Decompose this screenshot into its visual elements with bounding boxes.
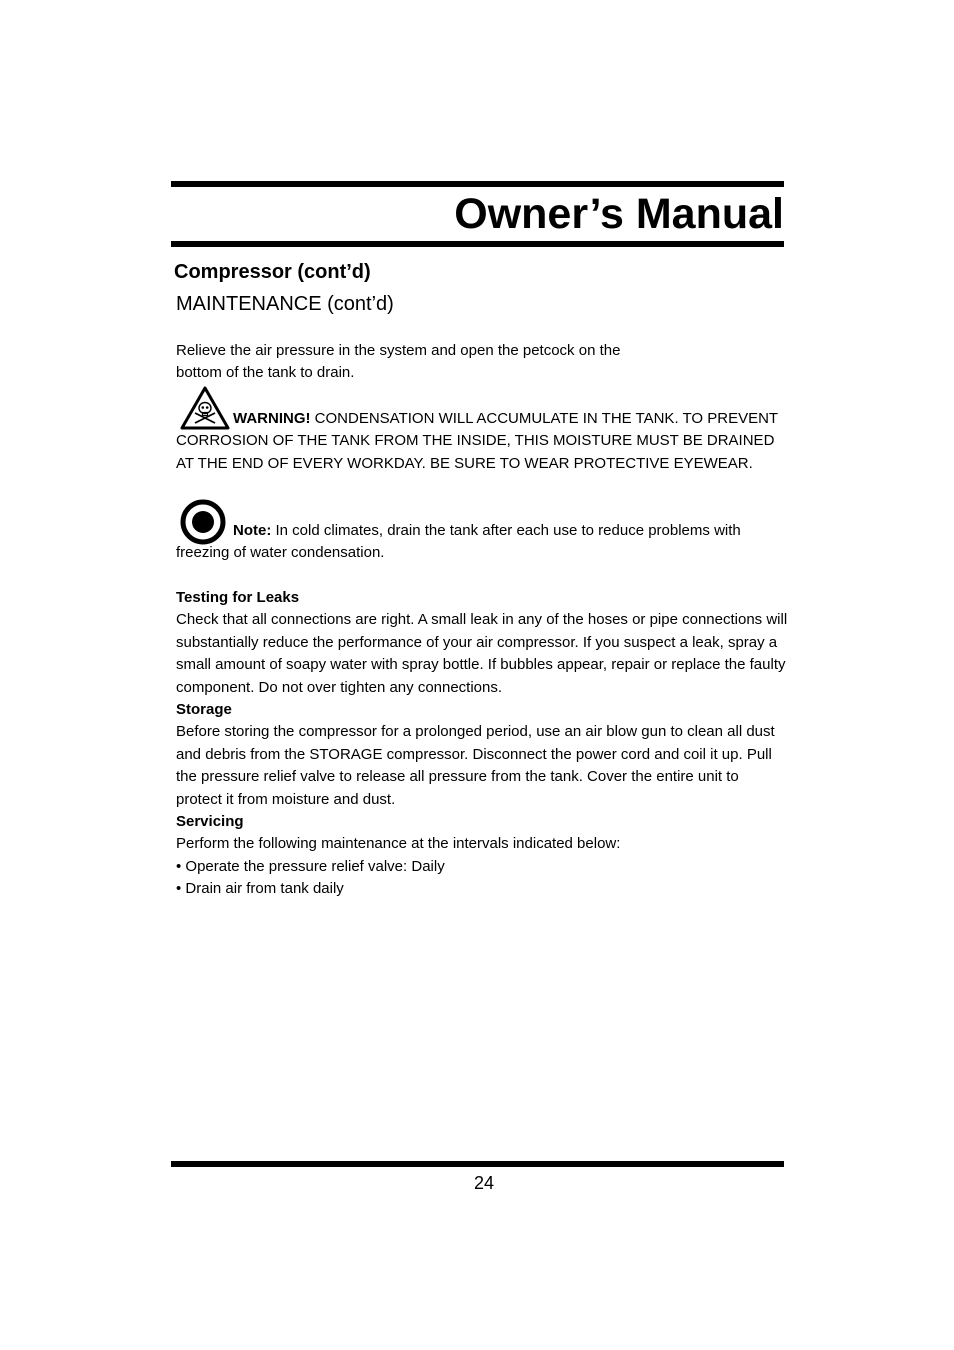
note-paragraph — [176, 520, 788, 565]
servicing-heading: Servicing — [176, 813, 244, 831]
warning-paragraph — [176, 408, 788, 475]
subsection-title: MAINTENANCE (cont’d) — [176, 293, 394, 315]
header-rule-top — [171, 181, 784, 187]
storage-heading: Storage — [176, 701, 232, 719]
testing-heading: Testing for Leaks — [176, 589, 300, 606]
intro-line-2: bottom of the tank to drain. — [176, 364, 355, 382]
warning-label: WARNING! — [233, 410, 311, 427]
section-title: Compressor (cont’d) — [174, 261, 371, 283]
servicing-text: Perform the following maintenance at the intervals indicated below: — [176, 835, 621, 853]
note-label: Note: — [233, 522, 272, 539]
servicing-item: • Drain air from tank daily — [176, 880, 344, 898]
page-title: Owner’s Manual — [454, 190, 784, 238]
warning-text: CONDENSATION WILL ACCUMULATE IN THE TANK. TO PREVENT CORROSION OF THE TANK FROM THE INSIDE, THIS MOISTURE MUST BE DRAINED AT THE END OF EVERY WORKDAY. BE SURE TO WEAR PROTECTIVE EYEWEAR. — [176, 410, 778, 472]
header-rule-bottom — [171, 241, 784, 247]
page-number: 24 — [473, 1173, 495, 1193]
storage-text: Before storing the compressor for a prolonged period, use an air blow gun to clean all dust and debris from the STORAGE compressor. Disconnect the power cord and coil it up. Pull the pressure relief valve to release all pressure from the tank. Cover the entire unit to protect it from moisture and dust. — [176, 723, 775, 808]
servicing-item: • Operate the pressure relief valve: Daily — [176, 857, 445, 875]
testing-text: Check that all connections are right. A small leak in any of the hoses or pipe connections will substantially reduce the performance of your air compressor. If you suspect a leak, spray a small amount of soapy water with spray bottle. If bubbles appear, repair or replace the faulty component. Do not over tighten any connections. — [176, 611, 788, 696]
note-text: In cold climates, drain the tank after each use to reduce problems with freezing of water condensation. — [176, 522, 741, 562]
body-content — [176, 587, 788, 901]
intro-paragraph — [176, 340, 676, 385]
intro-line-1: Relieve the air pressure in the system and open the petcock on the — [176, 342, 621, 359]
footer-rule — [171, 1161, 784, 1167]
